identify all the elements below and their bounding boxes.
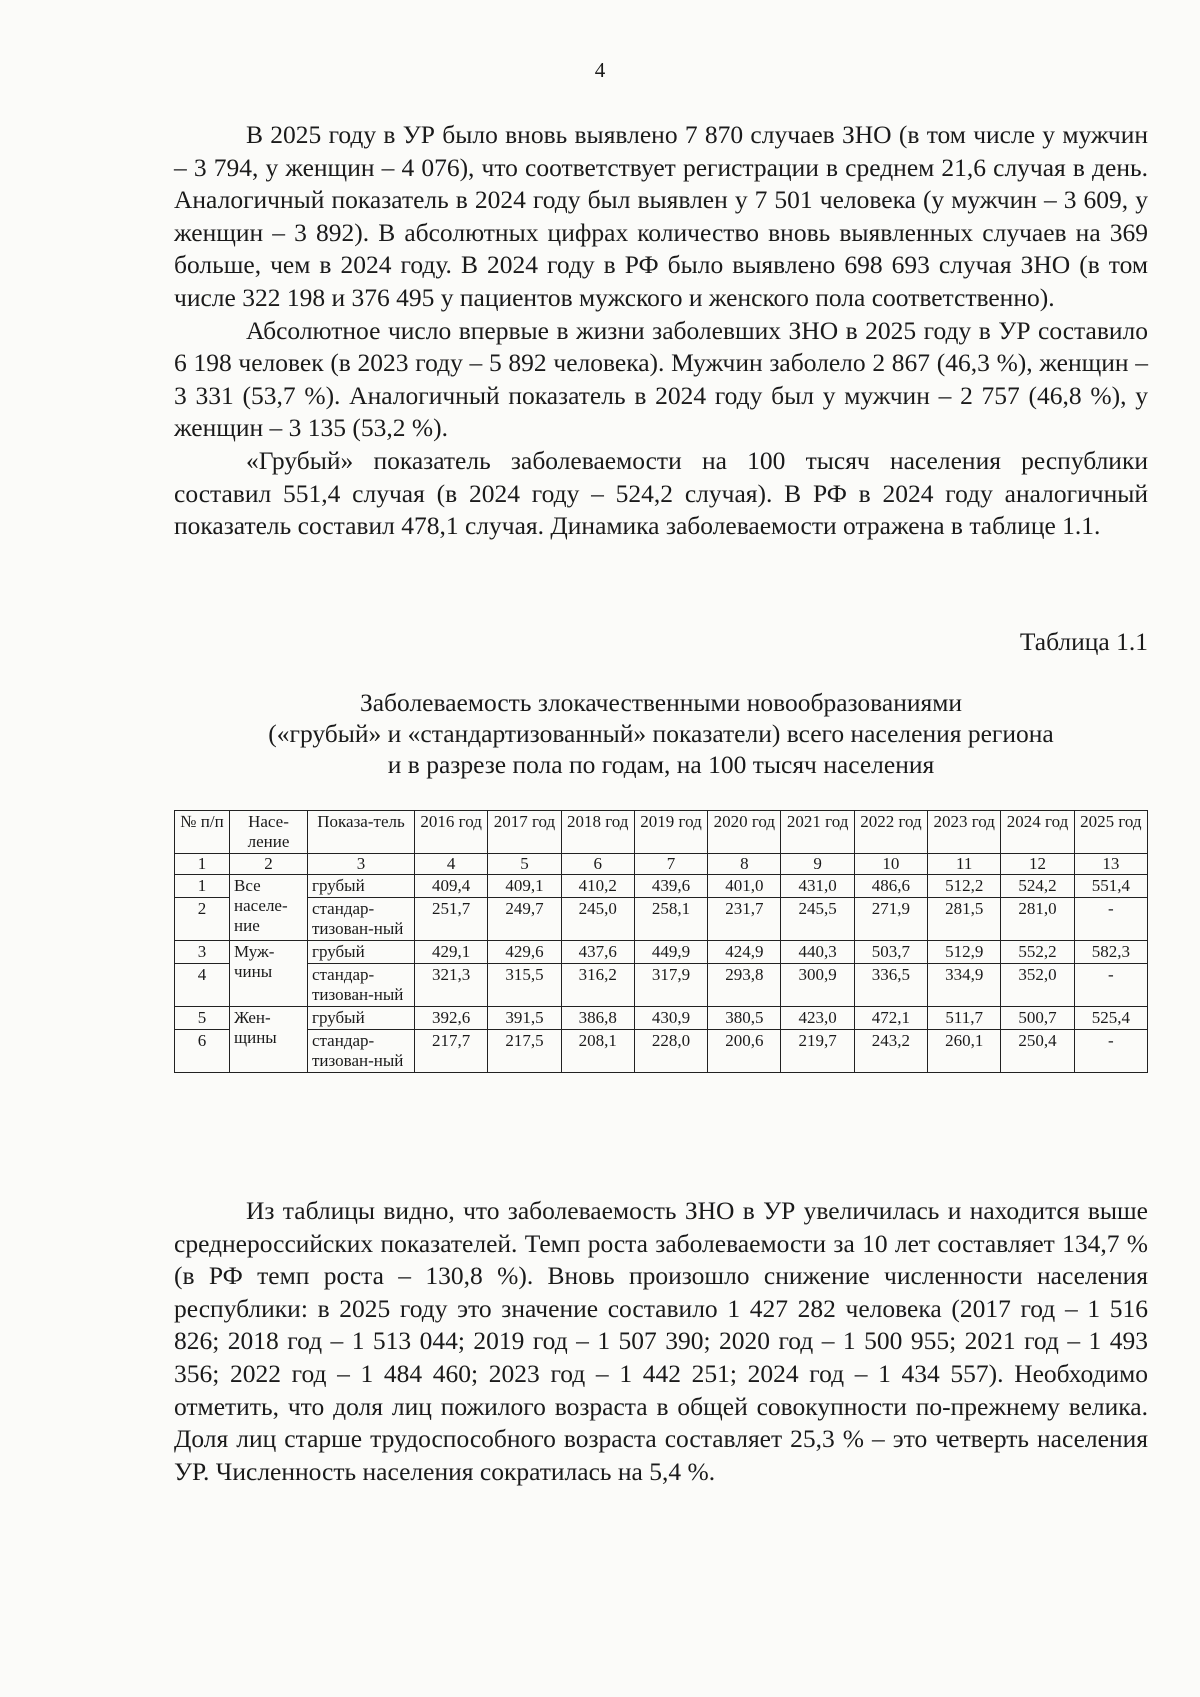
value-cell: 219,7 <box>781 1030 854 1073</box>
index-cell: 10 <box>854 854 927 875</box>
value-cell: 317,9 <box>634 964 707 1007</box>
value-cell: 200,6 <box>708 1030 781 1073</box>
index-cell: 7 <box>634 854 707 875</box>
value-cell: 551,4 <box>1074 875 1147 898</box>
row-number: 1 <box>175 875 230 898</box>
population-cell: Жен-щины <box>230 1007 308 1073</box>
table-title-line: («грубый» и «стандартизованный» показатели) всего населения региона <box>268 719 1054 748</box>
table-title-line: Заболеваемость злокачественными новообразованиями <box>359 688 963 717</box>
column-header: 2023 год <box>928 811 1001 854</box>
value-cell: 392,6 <box>415 1007 488 1030</box>
value-cell: - <box>1074 1030 1147 1073</box>
value-cell: 424,9 <box>708 941 781 964</box>
table-row <box>175 964 1148 1007</box>
value-cell: 429,1 <box>415 941 488 964</box>
value-cell: 439,6 <box>634 875 707 898</box>
value-cell: 245,0 <box>561 898 634 941</box>
population-cell: Муж-чины <box>230 941 308 1007</box>
value-cell: 258,1 <box>634 898 707 941</box>
row-number: 6 <box>175 1030 230 1073</box>
column-header: Насе-ление <box>230 811 308 854</box>
value-cell: 300,9 <box>781 964 854 1007</box>
value-cell: 582,3 <box>1074 941 1147 964</box>
paragraph: Абсолютное число впервые в жизни заболевших ЗНО в 2025 году в УР составило 6 198 человек (в 2023 году – 5 892 человека). Мужчин заболело 2 867 (46,3 %), женщин – 3 331 (53,7 %). Аналогичный показатель в 2024 году был у мужчин – 2 757 (46,8 %), у женщин – 3 135 (53,2 %). <box>174 315 1148 443</box>
value-cell: 271,9 <box>854 898 927 941</box>
value-cell: 321,3 <box>415 964 488 1007</box>
value-cell: 208,1 <box>561 1030 634 1073</box>
value-cell: 401,0 <box>708 875 781 898</box>
value-cell: 500,7 <box>1001 1007 1074 1030</box>
row-number: 2 <box>175 898 230 941</box>
paragraph: «Грубый» показатель заболеваемости на 100 тысяч населения республики составил 551,4 случая (в 2024 году – 524,2 случая). В РФ в 2024 году аналогичный показатель составил 478,1 случая. Динамика заболеваемости отражена в таблице 1.1. <box>174 445 1148 541</box>
paragraph: Из таблицы видно, что заболеваемость ЗНО в УР увеличилась и находится выше среднероссийских показателей. Темп роста заболеваемости за 10 лет составляет 134,7 % (в РФ темп роста – 130,8 %). Вновь произошло снижение численности населения республики: в 2025 году это значение составило 1 427 282 человека (2017 год – 1 516 826; 2018 год – 1 513 044; 2019 год – 1 507 390; 2020 год – 1 500 955; 2021 год – 1 493 356; 2022 год – 1 484 460; 2023 год – 1 442 251; 2024 год – 1 434 557). Необходимо отметить, что доля лиц пожилого возраста в общей совокупности по-прежнему велика. Доля лиц старше трудоспособного возраста составляет 25,3 % – это четверть населения УР. Численность населения сократилась на 5,4 %. <box>174 1196 1148 1486</box>
value-cell: 336,5 <box>854 964 927 1007</box>
index-cell: 3 <box>308 854 415 875</box>
column-header: № п/п <box>175 811 230 854</box>
column-header: 2021 год <box>781 811 854 854</box>
value-cell: 503,7 <box>854 941 927 964</box>
table-row <box>175 941 1148 964</box>
indicator-cell: грубый <box>308 875 415 898</box>
index-cell: 12 <box>1001 854 1074 875</box>
table-row <box>175 875 1148 898</box>
table-label: Таблица 1.1 <box>1019 627 1148 656</box>
value-cell: 250,4 <box>1001 1030 1074 1073</box>
value-cell: 409,4 <box>415 875 488 898</box>
body-text-bottom <box>174 1195 1148 1488</box>
column-header: 2020 год <box>708 811 781 854</box>
value-cell: 316,2 <box>561 964 634 1007</box>
paragraph: В 2025 году в УР было вновь выявлено 7 870 случаев ЗНО (в том числе у мужчин – 3 794, у женщин – 4 076), что соответствует регистрации в среднем 21,6 случая в день. Аналогичный показатель в 2024 году был выявлен у 7 501 человека (у мужчин – 3 609, у женщин – 3 892). В абсолютных цифрах количество вновь выявленных случаев на 369 больше, чем в 2024 году. В 2024 году в РФ было выявлено 698 693 случая ЗНО (в том числе 322 198 и 376 495 у пациентов мужского и женского пола соответственно). <box>174 120 1148 312</box>
value-cell: 293,8 <box>708 964 781 1007</box>
body-text-top <box>174 119 1148 543</box>
value-cell: - <box>1074 964 1147 1007</box>
value-cell: 281,0 <box>1001 898 1074 941</box>
table-row <box>175 898 1148 941</box>
value-cell: 512,2 <box>928 875 1001 898</box>
value-cell: 249,7 <box>488 898 561 941</box>
value-cell: 486,6 <box>854 875 927 898</box>
column-header: 2025 год <box>1074 811 1147 854</box>
index-cell: 5 <box>488 854 561 875</box>
index-cell: 1 <box>175 854 230 875</box>
value-cell: 525,4 <box>1074 1007 1147 1030</box>
table-index-row <box>175 854 1148 875</box>
index-cell: 11 <box>928 854 1001 875</box>
table-title-line: и в разрезе пола по годам, на 100 тысяч населения <box>387 750 935 779</box>
index-cell: 9 <box>781 854 854 875</box>
column-header: 2019 год <box>634 811 707 854</box>
indicator-cell: грубый <box>308 1007 415 1030</box>
row-number: 4 <box>175 964 230 1007</box>
column-header: Показа-тель <box>308 811 415 854</box>
indicator-cell: стандар-тизован-ный <box>308 964 415 1007</box>
value-cell: 228,0 <box>634 1030 707 1073</box>
value-cell: 245,5 <box>781 898 854 941</box>
value-cell: 429,6 <box>488 941 561 964</box>
page-number: 4 <box>594 58 606 82</box>
value-cell: 524,2 <box>1001 875 1074 898</box>
index-cell: 8 <box>708 854 781 875</box>
column-header: 2022 год <box>854 811 927 854</box>
value-cell: 231,7 <box>708 898 781 941</box>
index-cell: 2 <box>230 854 308 875</box>
value-cell: - <box>1074 898 1147 941</box>
value-cell: 243,2 <box>854 1030 927 1073</box>
value-cell: 334,9 <box>928 964 1001 1007</box>
value-cell: 380,5 <box>708 1007 781 1030</box>
column-header: 2024 год <box>1001 811 1074 854</box>
table-row <box>175 1030 1148 1073</box>
value-cell: 352,0 <box>1001 964 1074 1007</box>
value-cell: 472,1 <box>854 1007 927 1030</box>
index-cell: 13 <box>1074 854 1147 875</box>
value-cell: 386,8 <box>561 1007 634 1030</box>
indicator-cell: грубый <box>308 941 415 964</box>
value-cell: 449,9 <box>634 941 707 964</box>
column-header: 2017 год <box>488 811 561 854</box>
row-number: 5 <box>175 1007 230 1030</box>
incidence-table <box>174 810 1148 1073</box>
value-cell: 251,7 <box>415 898 488 941</box>
value-cell: 315,5 <box>488 964 561 1007</box>
value-cell: 423,0 <box>781 1007 854 1030</box>
index-cell: 4 <box>415 854 488 875</box>
indicator-cell: стандар-тизован-ный <box>308 898 415 941</box>
column-header: 2016 год <box>415 811 488 854</box>
value-cell: 511,7 <box>928 1007 1001 1030</box>
index-cell: 6 <box>561 854 634 875</box>
value-cell: 409,1 <box>488 875 561 898</box>
value-cell: 217,7 <box>415 1030 488 1073</box>
value-cell: 260,1 <box>928 1030 1001 1073</box>
population-cell: Все населе-ние <box>230 875 308 941</box>
table-title <box>174 687 1148 780</box>
value-cell: 430,9 <box>634 1007 707 1030</box>
row-number: 3 <box>175 941 230 964</box>
value-cell: 552,2 <box>1001 941 1074 964</box>
value-cell: 217,5 <box>488 1030 561 1073</box>
value-cell: 281,5 <box>928 898 1001 941</box>
value-cell: 431,0 <box>781 875 854 898</box>
column-header: 2018 год <box>561 811 634 854</box>
table-header-row <box>175 811 1148 854</box>
value-cell: 437,6 <box>561 941 634 964</box>
value-cell: 391,5 <box>488 1007 561 1030</box>
indicator-cell: стандар-тизован-ный <box>308 1030 415 1073</box>
value-cell: 410,2 <box>561 875 634 898</box>
value-cell: 440,3 <box>781 941 854 964</box>
table-row <box>175 1007 1148 1030</box>
value-cell: 512,9 <box>928 941 1001 964</box>
